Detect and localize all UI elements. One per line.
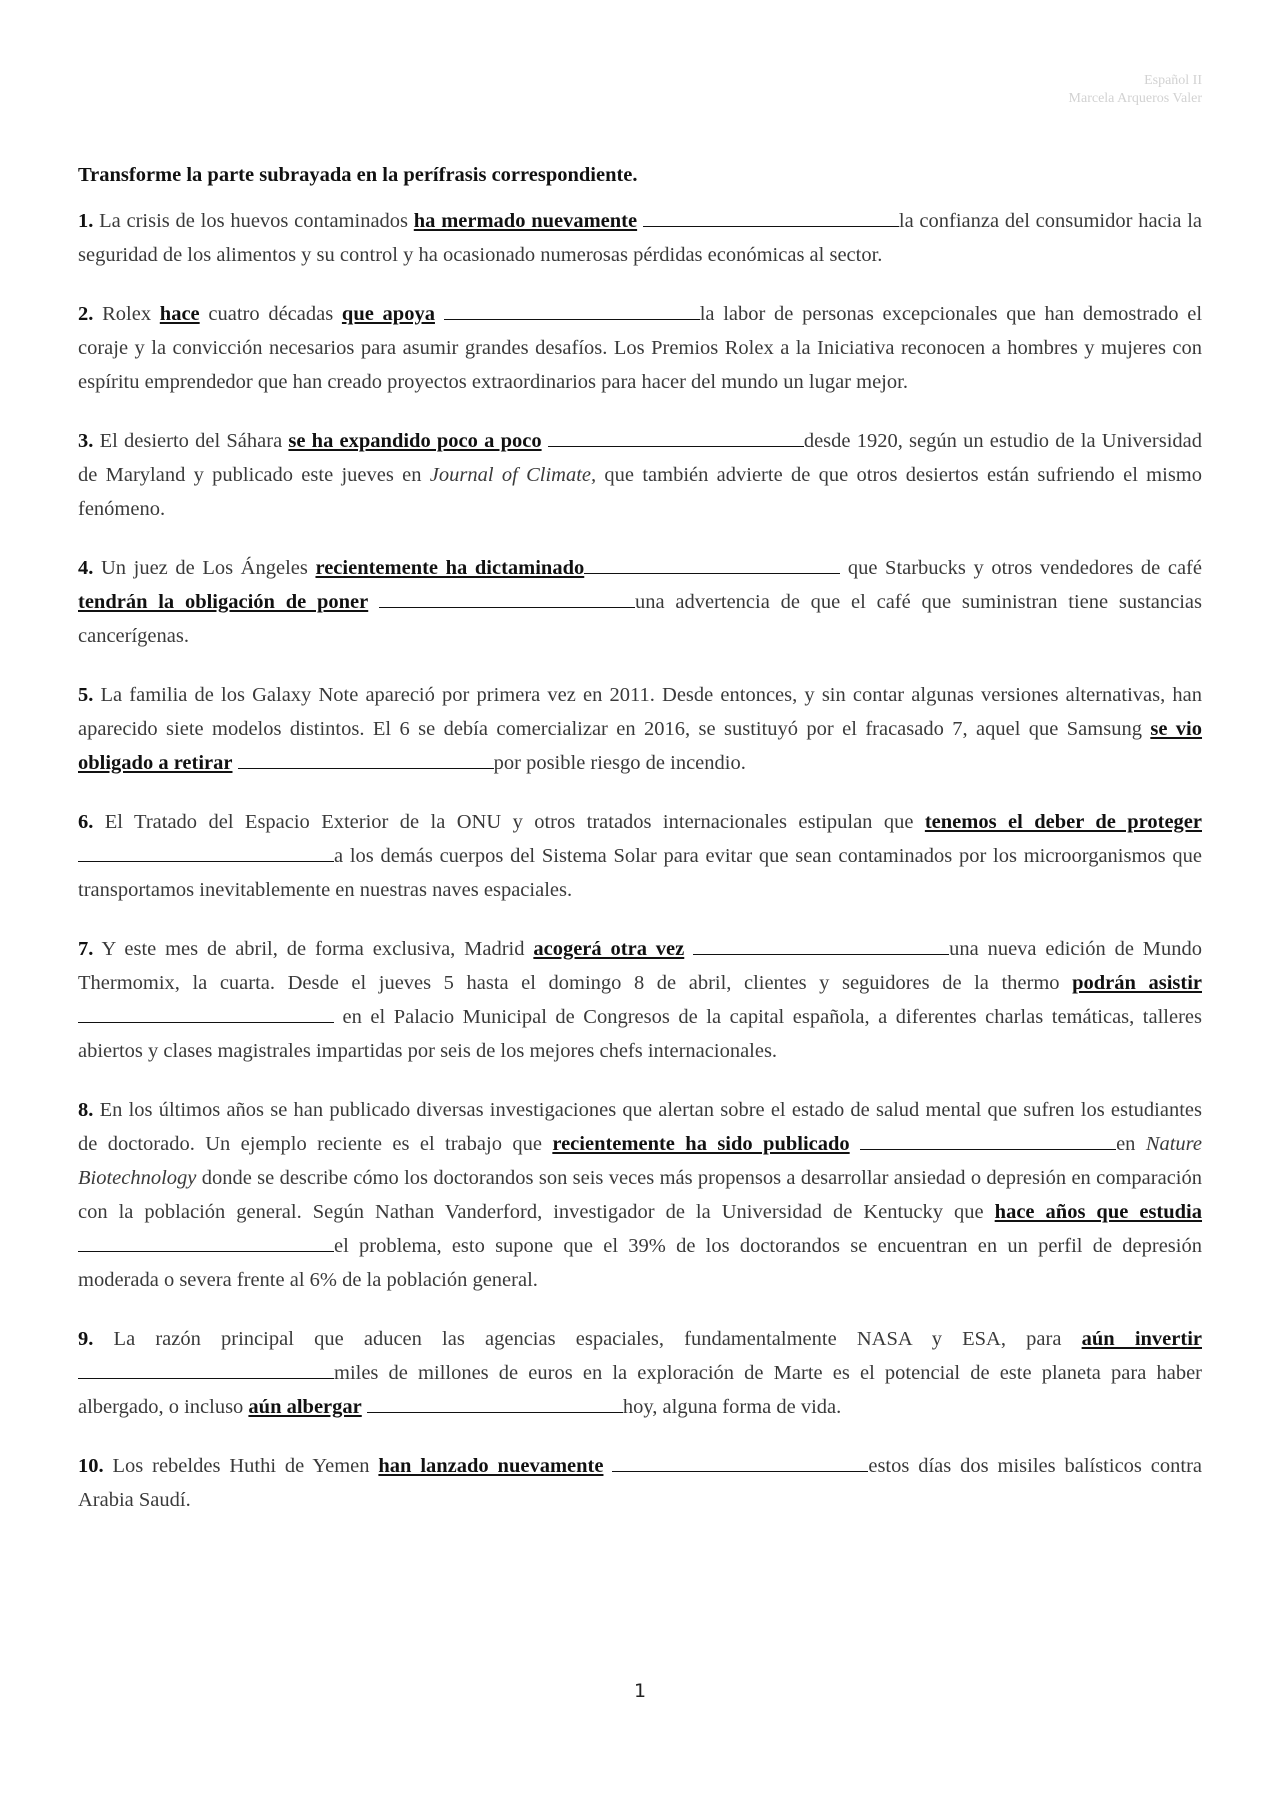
exercise-item: [78, 1449, 1202, 1517]
exercise-text: desde 1920, según un estudio de la Universidad de Maryland y publicado este jueves en: [78, 430, 1202, 486]
underlined-phrase: se vio obligado a retirar: [78, 718, 1203, 774]
exercise-item: [78, 424, 1202, 526]
answer-blank[interactable]: [584, 555, 840, 574]
underlined-phrase: ha mermado nuevamente: [413, 210, 638, 232]
exercise-text: Rolex: [93, 303, 160, 325]
underlined-phrase: tendrán la obligación de poner: [78, 591, 369, 613]
exercise-number: 9.: [78, 1328, 94, 1350]
exercise-text: [603, 1455, 612, 1477]
exercise-text: El desierto del Sáhara: [93, 430, 289, 452]
exercise-text: Y este mes de abril, de forma exclusiva, Madrid: [93, 938, 534, 960]
exercise-text: La familia de los Galaxy Note apareció por primera vez en 2011. Desde entonces, y sin contar algunas versiones alternativas, han aparecido siete modelos distintos. El 6 se debía comercializar en 2016, se sustituyó por el fracasado 7, aquel que Samsung: [78, 684, 1202, 740]
underlined-phrase: se ha expandido poco a poco: [288, 430, 542, 452]
exercise-number: 1.: [78, 210, 94, 232]
underlined-phrase: recientemente ha sido publicado: [552, 1133, 850, 1155]
exercise-number: 4.: [78, 557, 94, 579]
answer-blank[interactable]: [643, 208, 899, 227]
underlined-phrase: han lanzado nuevamente: [378, 1455, 604, 1477]
answer-blank[interactable]: [860, 1131, 1116, 1150]
exercise-text: el problema, esto supone que el 39% de los doctorandos se encuentran en un perfil de depresión moderada o severa frente al 6% de la población general.: [78, 1235, 1202, 1291]
exercise-text: por posible riesgo de incendio.: [493, 752, 746, 774]
exercise-number: 8.: [78, 1099, 94, 1121]
exercise-number: 6.: [78, 811, 94, 833]
answer-blank[interactable]: [444, 301, 700, 320]
answer-blank[interactable]: [78, 843, 334, 862]
exercise-item: [78, 297, 1202, 399]
exercise-text: La razón principal que aducen las agencias espaciales, fundamentalmente NASA y ESA, para: [93, 1328, 1082, 1350]
underlined-phrase: hace años que estudia: [994, 1201, 1203, 1223]
underlined-phrase: acogerá otra vez: [533, 938, 685, 960]
exercise-text: En los últimos años se han publicado diversas investigaciones que alertan sobre el estado de salud mental que sufren los estudiantes de doctorado. Un ejemplo reciente es el trabajo que: [78, 1099, 1202, 1155]
exercise-item: [78, 1322, 1202, 1424]
header-author: Marcela Arqueros Valer: [1068, 91, 1202, 106]
exercise-text: la confianza del consumidor hacia la seguridad de los alimentos y su control y ha ocasionado numerosas pérdidas económicas al sector.: [78, 210, 1202, 266]
answer-blank[interactable]: [612, 1453, 868, 1472]
italic-title: Nature Biotechnology: [78, 1133, 1202, 1189]
answer-blank[interactable]: [238, 750, 494, 769]
exercise-text: en el Palacio Municipal de Congresos de la capital española, a diferentes charlas temáticas, talleres abiertos y clases magistrales impartidas por seis de los mejores chefs internacionales.: [78, 1006, 1202, 1062]
answer-blank[interactable]: [693, 936, 949, 955]
instruction: Transforme la parte subrayada en la perífrasis correspondiente.: [78, 164, 638, 186]
exercise-text: cuatro décadas: [199, 303, 342, 325]
exercise-text: estos días dos misiles balísticos contra Arabia Saudí.: [78, 1455, 1203, 1511]
answer-blank[interactable]: [78, 1360, 334, 1379]
exercise-number: 7.: [78, 938, 94, 960]
exercise-text: Los rebeldes Huthi de Yemen: [103, 1455, 379, 1477]
answer-blank[interactable]: [548, 428, 804, 447]
exercise-item: [78, 932, 1202, 1068]
answer-blank[interactable]: [78, 1233, 334, 1252]
answer-blank[interactable]: [367, 1394, 623, 1413]
exercise-text: donde se describe cómo los doctorandos son seis veces más propensos a desarrollar ansiedad o depresión en comparación con la población general. Según Nathan Vanderford, investigador de la Universidad de Kentucky que: [78, 1167, 1202, 1223]
exercise-number: 2.: [78, 303, 94, 325]
exercise-text: a los demás cuerpos del Sistema Solar para evitar que sean contaminados por los microorganismos que transportamos inevitablemente en nuestras naves espaciales.: [78, 845, 1202, 901]
exercise-text: [368, 591, 379, 613]
underlined-phrase: recientemente ha dictaminado: [315, 557, 585, 579]
exercise-text: [850, 1133, 860, 1155]
exercise-text: hoy, alguna forma de vida.: [622, 1396, 842, 1418]
exercise-text: Un juez de Los Ángeles: [93, 557, 316, 579]
header-course: Español II: [1144, 73, 1202, 88]
page-number: 1: [633, 1680, 647, 1702]
exercise-text: miles de millones de euros en la exploración de Marte es el potencial de este planeta para haber albergado, o incluso: [78, 1362, 1202, 1418]
exercise-text: en: [1116, 1133, 1146, 1155]
underlined-phrase: podrán asistir: [1072, 972, 1202, 994]
exercise-text: El Tratado del Espacio Exterior de la ONU y otros tratados internacionales estipulan que: [93, 811, 925, 833]
underlined-phrase: tenemos el deber de proteger: [924, 811, 1202, 833]
exercise-item: [78, 678, 1202, 780]
exercise-text: que también advierte de que otros desiertos están sufriendo el mismo fenómeno.: [78, 464, 1202, 520]
page-header: [78, 72, 1202, 108]
exercise-text: [684, 938, 693, 960]
exercise-text: una advertencia de que el café que suministran tiene sustancias cancerígenas.: [78, 591, 1202, 647]
answer-blank[interactable]: [78, 1004, 334, 1023]
exercise-number: 3.: [78, 430, 94, 452]
exercise-text: una nueva edición de Mundo Thermomix, la cuarta. Desde el jueves 5 hasta el domingo 8 de abril, clientes y seguidores de la thermo: [78, 938, 1203, 994]
underlined-phrase: que apoya: [341, 303, 435, 325]
exercise-item: [78, 204, 1202, 272]
underlined-phrase: hace: [159, 303, 200, 325]
exercise-item: [78, 805, 1202, 907]
exercise-text: que Starbucks y otros vendedores de café: [840, 557, 1202, 579]
underlined-phrase: aún invertir: [1081, 1328, 1202, 1350]
exercise-number: 10.: [78, 1455, 104, 1477]
answer-blank[interactable]: [379, 589, 635, 608]
exercise-number: 5.: [78, 684, 94, 706]
exercise-text: La crisis de los huevos contaminados: [93, 210, 414, 232]
underlined-phrase: aún albergar: [248, 1396, 362, 1418]
italic-title: Journal of Climate,: [429, 464, 597, 486]
exercise-item: [78, 551, 1202, 653]
exercise-list: [78, 204, 1202, 1517]
exercise-text: [435, 303, 444, 325]
exercise-text: la labor de personas excepcionales que han demostrado el coraje y la convicción necesarios para asumir grandes desafíos. Los Premios Rolex a la Iniciativa reconocen a hombres y mujeres con espíritu emprendedor que han creado proyectos extraordinarios para hacer del mundo un lugar mejor.: [78, 303, 1203, 393]
exercise-item: [78, 1093, 1202, 1297]
